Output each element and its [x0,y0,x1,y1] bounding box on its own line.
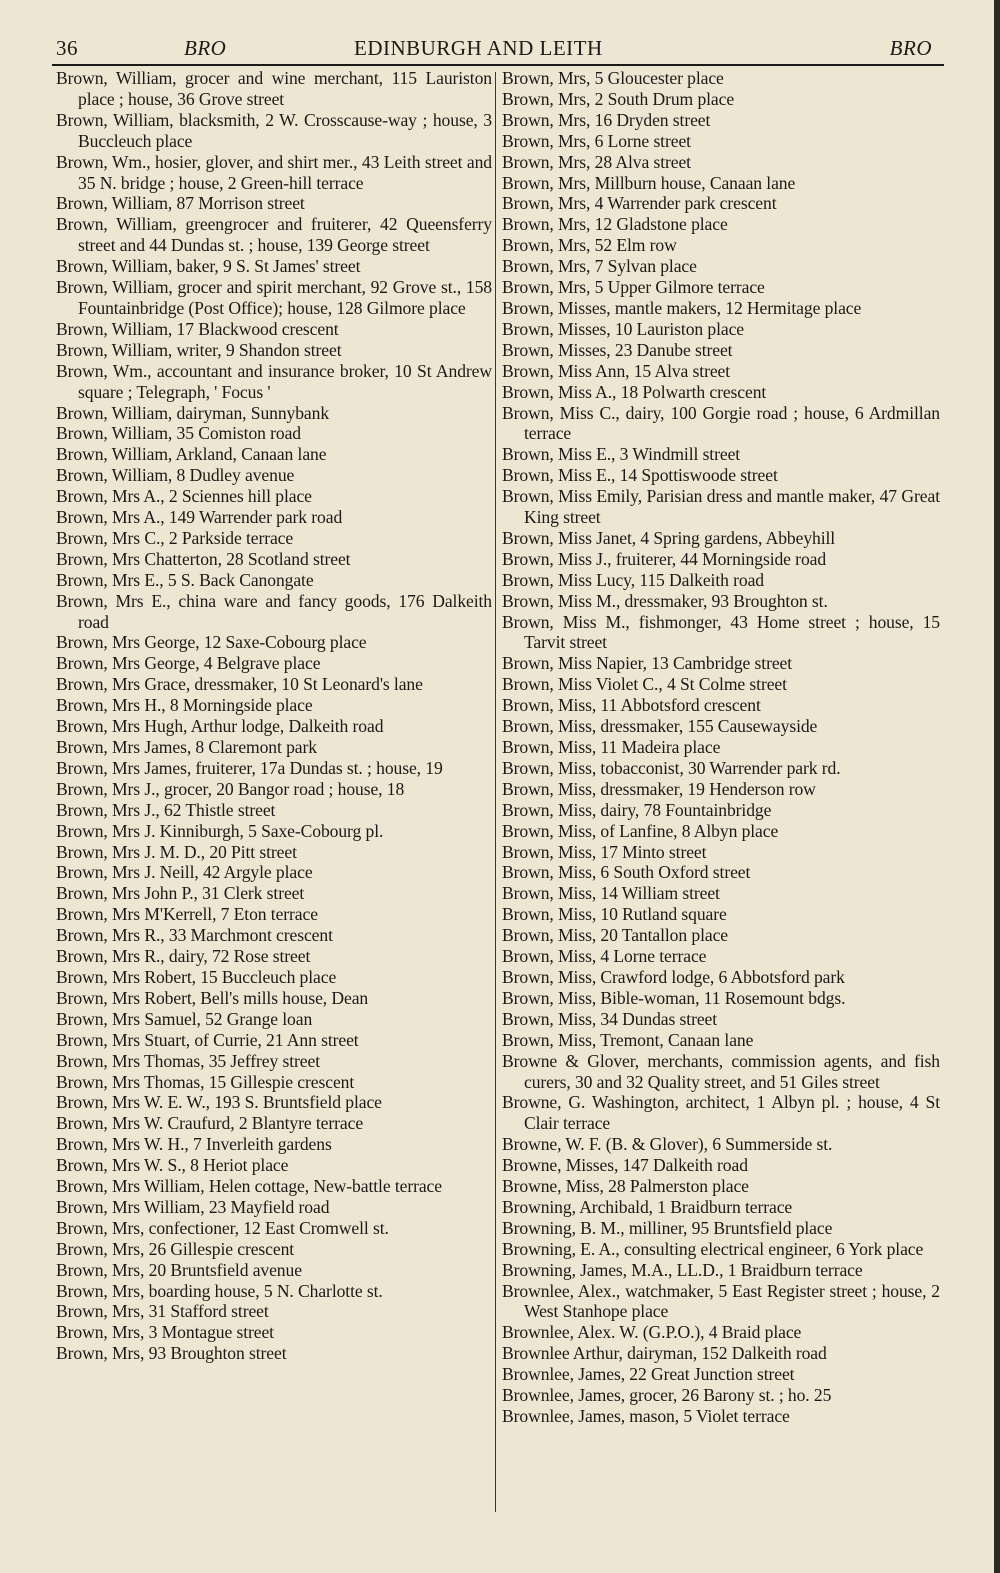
directory-entry: Brown, Miss E., 14 Spottiswoode street [502,465,778,486]
page-edge [994,0,1000,1573]
directory-entry: Brown, Miss, Crawford lodge, 6 Abbotsford park [502,966,845,987]
directory-entry: Brown, Mrs J. Neill, 42 Argyle place [56,862,313,883]
directory-entry: Brown, Mrs A., 149 Warrender park road [56,507,343,528]
directory-entry: Brown, Miss, 14 William street [502,883,720,904]
directory-entry: Brown, Miss, dressmaker, 155 Causewayside [502,716,818,737]
directory-entry: Brownlee, James, mason, 5 Violet terrace [502,1406,790,1426]
directory-entry: Brown, Miss J., fruiterer, 44 Morningside road [502,548,827,569]
directory-entry: Brown, Miss Ann, 15 Alva street [502,360,731,381]
directory-entry: Browne, W. F. (B. & Glover), 6 Summerside st. [502,1134,833,1155]
directory-entry: Brown, Miss A., 18 Polwarth crescent [502,381,767,402]
directory-entry: Browne, Misses, 147 Dalkeith road [502,1155,748,1176]
directory-entry: Browne, Miss, 28 Palmerston place [502,1176,749,1197]
directory-entry: Brown, Mrs A., 2 Sciennes hill place [56,486,312,507]
directory-entry: Brownlee Arthur, dairyman, 152 Dalkeith road [502,1343,827,1364]
directory-entry: Brown, Mrs Chatterton, 28 Scotland street [56,548,351,569]
directory-entry: Brown, William, baker, 9 S. St James' street [56,256,361,277]
directory-entry: Brown, Miss, dressmaker, 19 Henderson row [502,778,816,799]
directory-entry: Brown, William, 35 Comiston road [56,423,302,444]
directory-entry: Brown, Mrs H., 8 Morningside place [56,695,313,716]
directory-entry: Browne & Glover, merchants, commission agents, and fish curers, 30 and 32 Quality street, and 51 Giles street [502,1050,940,1092]
directory-entry: Brown, Mrs Thomas, 15 Gillespie crescent [56,1071,355,1092]
directory-entry: Brown, William, writer, 9 Shandon street [56,339,342,360]
directory-entry: Brownlee, James, 22 Great Junction street [502,1364,795,1385]
directory-entry: Brown, Mrs Hugh, Arthur lodge, Dalkeith road [56,716,384,737]
directory-entry: Brown, Mrs J. M. D., 20 Pitt street [56,841,297,862]
running-title: EDINBURGH AND LEITH [354,36,603,60]
directory-entry: Brown, Mrs, 12 Gladstone place [502,214,728,235]
directory-entry: Browning, E. A., consulting electrical engineer, 6 York place [502,1238,924,1259]
directory-entry: Brown, Wm., accountant and insurance broker, 10 St Andrew square ; Telegraph, ' Focus ' [56,360,492,402]
directory-entry: Brown, Mrs Samuel, 52 Grange loan [56,1008,313,1029]
directory-entry: Brown, Mrs Robert, 15 Buccleuch place [56,966,337,987]
directory-entry: Brown, William, grocer and wine merchant, 115 Lauriston place ; house, 36 Grove street [56,68,492,109]
directory-entry: Brown, Miss, 11 Madeira place [502,737,721,757]
directory-entry: Brown, Mrs, confectioner, 12 East Cromwell st. [56,1217,389,1238]
directory-entry: Brown, Miss, 4 Lorne terrace [502,946,707,967]
directory-entry: Brown, Mrs William, Helen cottage, New-battle terrace [56,1176,442,1197]
directory-entry: Brown, Miss, Tremont, Canaan lane [502,1029,754,1050]
directory-entry: Brown, Miss Janet, 4 Spring gardens, Abbeyhill [502,527,836,548]
directory-entry: Brown, Miss Emily, Parisian dress and mantle maker, 47 Great King street [502,486,940,528]
directory-entry: Brown, William, dairyman, Sunnybank [56,402,330,423]
directory-entry: Brown, William, 17 Blackwood crescent [56,318,339,339]
directory-entry: Brown, Mrs Robert, Bell's mills house, Dean [56,987,369,1008]
directory-entry: Brown, Mrs W. Craufurd, 2 Blantyre terrace [56,1113,364,1134]
directory-entry: Brown, Mrs James, 8 Claremont park [56,737,317,757]
directory-entry: Brown, Mrs William, 23 Mayfield road [56,1196,330,1217]
page-number: 36 [56,36,78,60]
directory-entry: Browning, Archibald, 1 Braidburn terrace [502,1196,793,1217]
directory-entry: Brown, Mrs Stuart, of Currie, 21 Ann street [56,1029,359,1050]
directory-entry: Brown, William, Arkland, Canaan lane [56,444,327,465]
directory-entry: Brown, Wm., hosier, glover, and shirt mer., 43 Leith street and 35 N. bridge ; house, 2 Green-hill terrace [56,151,492,193]
directory-entry: Brown, Miss, dairy, 78 Fountainbridge [502,799,772,820]
directory-entry: Brown, William, grocer and spirit merchant, 92 Grove st., 158 Fountainbridge (Post Office); house, 128 Gilmore place [56,277,492,318]
directory-entry: Brown, Mrs, boarding house, 5 N. Charlotte st. [56,1280,383,1301]
directory-entry: Brown, Mrs W. E. W., 193 S. Bruntsfield place [56,1092,382,1113]
left-column [56,68,492,1513]
directory-entry: Brown, Mrs James, fruiterer, 17a Dundas st. ; house, 19 [56,757,443,778]
directory-entry: Brown, Mrs, 5 Upper Gilmore terrace [502,277,765,298]
directory-entry: Brown, Misses, mantle makers, 12 Hermitage place [502,297,862,318]
directory-entry: Brown, Miss, 20 Tantallon place [502,925,728,946]
directory-entry: Brown, Miss M., dressmaker, 93 Broughton st. [502,590,828,611]
directory-entry: Brown, Mrs George, 4 Belgrave place [56,653,321,674]
right-catchword: BRO [889,36,932,60]
directory-entry: Brown, Miss, 10 Rutland square [502,904,727,925]
directory-entry: Brown, Miss, tobacconist, 30 Warrender park rd. [502,757,841,778]
directory-entry: Brown, Mrs John P., 31 Clerk street [56,883,305,904]
directory-entry: Brown, Miss Napier, 13 Cambridge street [502,653,793,674]
directory-entry: Brown, Mrs, 3 Montague street [56,1322,274,1343]
directory-entry: Brown, William, 8 Dudley avenue [56,465,295,486]
column-divider [495,72,496,1512]
directory-entry: Brown, Miss Violet C., 4 St Colme street [502,674,787,695]
directory-entry: Brown, Miss, Bible-woman, 11 Rosemount bdgs. [502,987,846,1008]
directory-entry: Brown, Mrs, 28 Alva street [502,151,691,172]
directory-entry: Brownlee, Alex., watchmaker, 5 East Register street ; house, 2 West Stanhope place [502,1280,940,1322]
directory-entry: Brown, William, 87 Morrison street [56,193,305,214]
directory-entry: Brown, Misses, 10 Lauriston place [502,318,744,339]
directory-entry: Brown, Mrs, 26 Gillespie crescent [56,1238,295,1259]
directory-entry: Brownlee, James, grocer, 26 Barony st. ; ho. 25 [502,1385,832,1406]
directory-entry: Brown, Miss, 6 South Oxford street [502,862,751,883]
directory-entry: Brown, Mrs E., china ware and fancy goods, 176 Dalkeith road [56,590,492,632]
directory-entry: Brown, Miss, 11 Abbotsford crescent [502,695,761,716]
directory-entry: Brownlee, Alex. W. (G.P.O.), 4 Braid place [502,1322,802,1343]
left-catchword: BRO [184,36,227,60]
directory-entry: Browne, G. Washington, architect, 1 Albyn pl. ; house, 4 St Clair terrace [502,1092,940,1134]
directory-entry: Brown, Mrs C., 2 Parkside terrace [56,527,294,548]
directory-entry: Brown, Mrs George, 12 Saxe-Cobourg place [56,632,367,653]
header-rule [52,64,944,66]
directory-entry: Brown, Mrs, 20 Bruntsfield avenue [56,1259,302,1280]
directory-entry: Brown, Mrs R., 33 Marchmont crescent [56,925,333,946]
directory-entry: Brown, Miss, of Lanfine, 8 Albyn place [502,820,779,841]
directory-entry: Brown, Mrs, 2 South Drum place [502,88,735,109]
directory-entry: Brown, Mrs M'Kerrell, 7 Eton terrace [56,904,318,925]
directory-entry: Browning, B. M., milliner, 95 Bruntsfield place [502,1217,833,1238]
directory-entry: Brown, Mrs, 93 Broughton street [56,1343,287,1364]
directory-entry: Brown, Miss C., dairy, 100 Gorgie road ; house, 6 Ardmillan terrace [502,402,940,444]
directory-entry: Brown, Misses, 23 Danube street [502,339,733,360]
directory-entry: Brown, Miss M., fishmonger, 43 Home street ; house, 15 Tarvit street [502,611,940,653]
directory-entry: Brown, Miss E., 3 Windmill street [502,444,741,465]
directory-entry: Brown, Mrs, 7 Sylvan place [502,256,697,277]
directory-entry: Brown, Mrs, 52 Elm row [502,235,677,256]
directory-entry: Brown, William, blacksmith, 2 W. Crosscause-way ; house, 3 Buccleuch place [56,109,492,151]
page-header [52,30,942,64]
directory-entry: Brown, Mrs J. Kinniburgh, 5 Saxe-Cobourg pl. [56,820,384,841]
directory-entry: Brown, Mrs, 6 Lorne street [502,130,691,151]
directory-entry: Brown, Mrs W. H., 7 Inverleith gardens [56,1134,332,1155]
directory-entry: Brown, Mrs, Millburn house, Canaan lane [502,172,796,193]
directory-entry: Brown, Miss, 34 Dundas street [502,1008,718,1029]
directory-entry: Brown, William, greengrocer and fruiterer, 42 Queensferry street and 44 Dundas st. ; house, 139 George street [56,214,492,256]
directory-entry: Brown, Mrs J., grocer, 20 Bangor road ; house, 18 [56,778,405,799]
directory-entry: Brown, Mrs, 31 Stafford street [56,1301,269,1322]
directory-entry: Brown, Mrs, 5 Gloucester place [502,68,724,88]
directory-entry: Brown, Mrs Grace, dressmaker, 10 St Leonard's lane [56,674,423,695]
directory-entry: Brown, Miss Lucy, 115 Dalkeith road [502,569,764,590]
directory-entry: Browning, James, M.A., LL.D., 1 Braidburn terrace [502,1259,863,1280]
directory-entry: Brown, Mrs, 4 Warrender park crescent [502,193,777,214]
right-column [502,68,940,1513]
directory-entry: Brown, Mrs J., 62 Thistle street [56,799,276,820]
directory-entry: Brown, Mrs Thomas, 35 Jeffrey street [56,1050,321,1071]
directory-entry: Brown, Mrs R., dairy, 72 Rose street [56,946,311,967]
directory-entry: Brown, Mrs, 16 Dryden street [502,109,711,130]
directory-entry: Brown, Miss, 17 Minto street [502,841,707,862]
directory-entry: Brown, Mrs W. S., 8 Heriot place [56,1155,289,1176]
directory-entry: Brown, Mrs E., 5 S. Back Canongate [56,569,314,590]
